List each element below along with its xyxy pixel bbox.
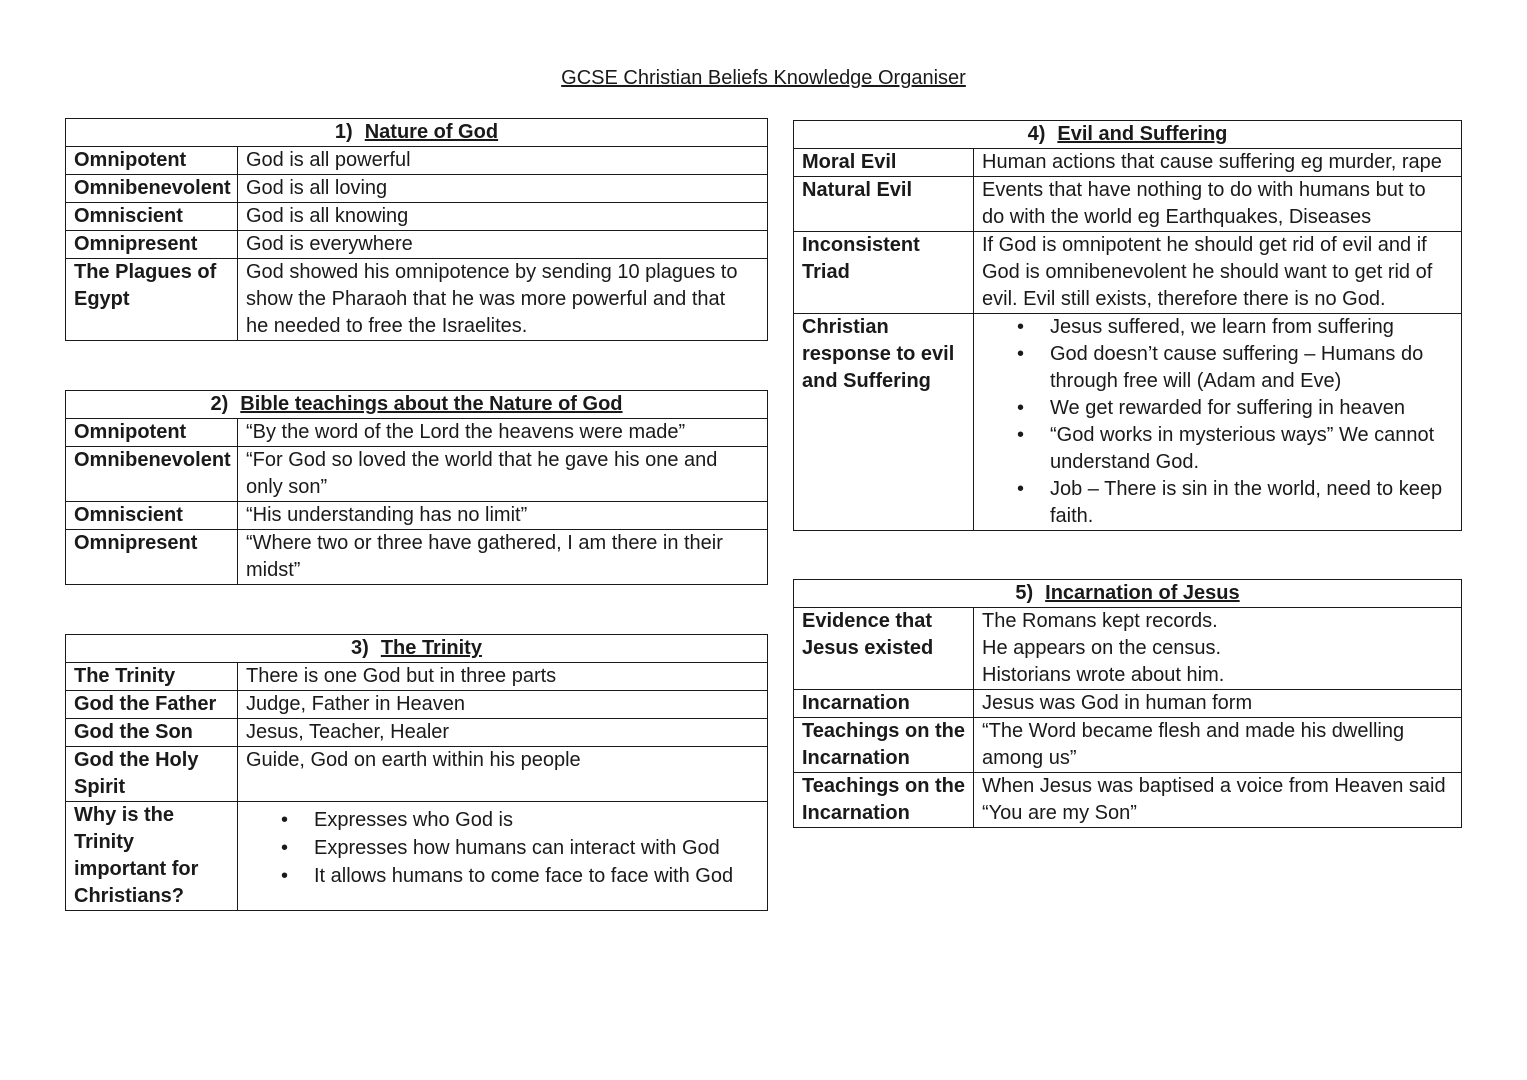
- term-cell: [66, 447, 238, 502]
- term-cell: [66, 147, 238, 175]
- table-row: [794, 232, 1462, 314]
- bullet-item: [1050, 476, 1453, 530]
- definition-cell: [238, 231, 768, 259]
- section-heading: [66, 391, 768, 419]
- definition-line: do with the world eg Earthquakes, Diseases: [982, 206, 1372, 228]
- definition-line: God is all knowing: [246, 205, 409, 227]
- definition-line: “For God so loved the world that he gave his one and: [246, 449, 718, 471]
- section-title: Evil and Suffering: [1057, 123, 1228, 145]
- definition-line: God is all loving: [246, 177, 388, 199]
- definition-line: “Where two or three have gathered, I am there in their: [246, 532, 723, 554]
- term-line: God the Father: [74, 693, 217, 715]
- bible-teachings-table: [65, 390, 768, 585]
- section-number: 2): [210, 393, 229, 415]
- term-cell: [794, 773, 974, 828]
- term-line: God the Holy: [74, 749, 199, 771]
- term-line: Incarnation: [802, 747, 910, 769]
- table-row: [66, 663, 768, 691]
- bullet-line: • Expresses who God is: [314, 809, 513, 831]
- section-heading: [794, 121, 1462, 149]
- term-cell: [66, 259, 238, 341]
- definition-line: He appears on the census.: [982, 637, 1222, 659]
- term-cell: [66, 502, 238, 530]
- definition-cell: [238, 419, 768, 447]
- definition-line: God is omnibenevolent he should want to get rid of: [982, 261, 1433, 283]
- term-cell: [794, 608, 974, 690]
- term-cell: [66, 530, 238, 585]
- definition-cell: [974, 177, 1462, 232]
- term-cell: [794, 149, 974, 177]
- table-row: [66, 747, 768, 802]
- term-line: Jesus existed: [802, 637, 934, 659]
- table-row: [66, 147, 768, 175]
- definition-line: show the Pharaoh that he was more powerful and that: [246, 288, 726, 310]
- definition-line: “By the word of the Lord the heavens were made”: [246, 421, 686, 443]
- bullet-item: [314, 806, 759, 834]
- definition-cell: [974, 232, 1462, 314]
- definition-line: only son”: [246, 476, 328, 498]
- definition-line: God is all powerful: [246, 149, 411, 171]
- definition-cell: [974, 314, 1462, 531]
- bullet-line: • God doesn’t cause suffering – Humans do: [1050, 343, 1424, 365]
- term-line: response to evil: [802, 343, 955, 365]
- table-row: [794, 149, 1462, 177]
- table-row: [66, 231, 768, 259]
- definition-line: “The Word became flesh and made his dwelling: [982, 720, 1405, 742]
- term-line: Omnipotent: [74, 149, 187, 171]
- bullet-line: • “God works in mysterious ways” We cannot: [1050, 424, 1435, 446]
- table-row: [794, 773, 1462, 828]
- bullet-item: [1050, 314, 1453, 341]
- table-row: [66, 447, 768, 502]
- table-row: [794, 608, 1462, 690]
- term-line: important for: [74, 858, 199, 880]
- term-cell: [66, 175, 238, 203]
- definition-line: Guide, God on earth within his people: [246, 749, 581, 771]
- definition-cell: [238, 447, 768, 502]
- term-line: Natural Evil: [802, 179, 913, 201]
- bullet-item: [1050, 341, 1453, 395]
- bullet-line: faith.: [1050, 505, 1094, 527]
- table-row: [66, 502, 768, 530]
- term-cell: [794, 690, 974, 718]
- section-title: Incarnation of Jesus: [1045, 582, 1240, 604]
- definition-line: “His understanding has no limit”: [246, 504, 528, 526]
- term-cell: [66, 203, 238, 231]
- section-number: 3): [351, 637, 369, 659]
- term-line: Omnipresent: [74, 532, 198, 554]
- bullet-line: through free will (Adam and Eve): [1050, 370, 1342, 392]
- bullet-line: • We get rewarded for suffering in heaven: [1050, 397, 1406, 419]
- definition-line: There is one God but in three parts: [246, 665, 557, 687]
- section-heading: [794, 580, 1462, 608]
- term-line: Egypt: [74, 288, 130, 310]
- term-line: God the Son: [74, 721, 193, 743]
- definition-cell: [974, 718, 1462, 773]
- definition-line: When Jesus was baptised a voice from Heaven said: [982, 775, 1446, 797]
- table-row: [66, 530, 768, 585]
- section-heading: [66, 635, 768, 663]
- term-line: Moral Evil: [802, 151, 897, 173]
- term-line: Why is the: [74, 804, 175, 826]
- term-line: Christian: [802, 316, 889, 338]
- term-cell: [66, 802, 238, 911]
- term-line: Omnipotent: [74, 421, 187, 443]
- table-row: [66, 691, 768, 719]
- term-line: Incarnation: [802, 692, 910, 714]
- definition-cell: [238, 719, 768, 747]
- section-title: Nature of God: [364, 121, 499, 143]
- term-line: The Plagues of: [74, 261, 217, 283]
- term-line: Trinity: [74, 831, 135, 853]
- term-line: Teachings on the: [802, 775, 965, 797]
- term-line: Teachings on the: [802, 720, 965, 742]
- table-row: [66, 419, 768, 447]
- definition-line: God is everywhere: [246, 233, 413, 255]
- term-line: Triad: [802, 261, 850, 283]
- table-row: [66, 203, 768, 231]
- bullet-item: [1050, 395, 1453, 422]
- term-cell: [794, 314, 974, 531]
- definition-line: If God is omnipotent he should get rid of evil and if: [982, 234, 1427, 256]
- bullet-list: [982, 314, 1453, 530]
- definition-cell: [238, 663, 768, 691]
- trinity-table: [65, 634, 768, 911]
- definition-cell: [238, 147, 768, 175]
- definition-cell: [238, 691, 768, 719]
- definition-cell: [238, 802, 768, 911]
- definition-line: Jesus was God in human form: [982, 692, 1253, 714]
- bullet-line: understand God.: [1050, 451, 1199, 473]
- term-line: Incarnation: [802, 802, 910, 824]
- definition-cell: [238, 259, 768, 341]
- term-line: Evidence that: [802, 610, 933, 632]
- table-row: [66, 175, 768, 203]
- table-row: [66, 259, 768, 341]
- term-line: Omnipresent: [74, 233, 198, 255]
- term-line: Spirit: [74, 776, 126, 798]
- term-cell: [66, 663, 238, 691]
- term-line: The Trinity: [74, 665, 176, 687]
- definition-cell: [238, 502, 768, 530]
- term-cell: [794, 718, 974, 773]
- table-row: [794, 690, 1462, 718]
- section-number: 5): [1015, 582, 1034, 604]
- nature-of-god-table: [65, 118, 768, 341]
- definition-cell: [238, 747, 768, 802]
- bullet-list: [246, 802, 759, 890]
- definition-line: God showed his omnipotence by sending 10 plagues to: [246, 261, 738, 283]
- definition-line: Events that have nothing to do with humans but to: [982, 179, 1426, 201]
- term-cell: [66, 691, 238, 719]
- term-cell: [66, 719, 238, 747]
- definition-line: evil. Evil still exists, therefore there is no God.: [982, 288, 1386, 310]
- definition-line: Human actions that cause suffering eg murder, rape: [982, 151, 1442, 173]
- definition-line: “You are my Son”: [982, 802, 1137, 824]
- definition-line: midst”: [246, 559, 301, 581]
- definition-line: Historians wrote about him.: [982, 664, 1225, 686]
- term-cell: [66, 231, 238, 259]
- term-cell: [794, 177, 974, 232]
- definition-cell: [974, 608, 1462, 690]
- definition-line: Jesus, Teacher, Healer: [246, 721, 450, 743]
- definition-line: he needed to free the Israelites.: [246, 315, 528, 337]
- term-line: Omnibenevolent: [74, 177, 231, 199]
- section-title: The Trinity: [380, 637, 482, 659]
- bullet-line: • Jesus suffered, we learn from suffering: [1050, 316, 1394, 338]
- table-row: [66, 802, 768, 911]
- definition-cell: [238, 175, 768, 203]
- table-row: [794, 718, 1462, 773]
- section-title: Bible teachings about the Nature of God: [240, 393, 623, 415]
- table-row: [794, 177, 1462, 232]
- definition-cell: [238, 530, 768, 585]
- bullet-item: [314, 862, 759, 890]
- incarnation-table: [793, 579, 1462, 828]
- page-title: GCSE Christian Beliefs Knowledge Organiser: [561, 67, 966, 89]
- bullet-line: • Expresses how humans can interact with God: [314, 837, 720, 859]
- definition-cell: [974, 690, 1462, 718]
- term-line: Inconsistent: [802, 234, 920, 256]
- term-line: Omniscient: [74, 504, 183, 526]
- table-row: [794, 314, 1462, 531]
- bullet-item: [1050, 422, 1453, 476]
- definition-line: among us”: [982, 747, 1077, 769]
- term-cell: [66, 419, 238, 447]
- definition-cell: [974, 149, 1462, 177]
- evil-and-suffering-table: [793, 120, 1462, 531]
- term-line: Omniscient: [74, 205, 183, 227]
- term-cell: [66, 747, 238, 802]
- term-line: Omnibenevolent: [74, 449, 231, 471]
- bullet-line: • Job – There is sin in the world, need to keep: [1050, 478, 1443, 500]
- section-number: 1): [334, 121, 353, 143]
- term-line: and Suffering: [802, 370, 931, 392]
- definition-line: Judge, Father in Heaven: [246, 693, 466, 715]
- definition-cell: [974, 773, 1462, 828]
- section-number: 4): [1027, 123, 1046, 145]
- bullet-line: • It allows humans to come face to face with God: [314, 865, 734, 887]
- definition-cell: [238, 203, 768, 231]
- section-heading: [66, 119, 768, 147]
- bullet-item: [314, 834, 759, 862]
- term-cell: [794, 232, 974, 314]
- definition-line: The Romans kept records.: [982, 610, 1218, 632]
- table-row: [66, 719, 768, 747]
- term-line: Christians?: [74, 885, 185, 907]
